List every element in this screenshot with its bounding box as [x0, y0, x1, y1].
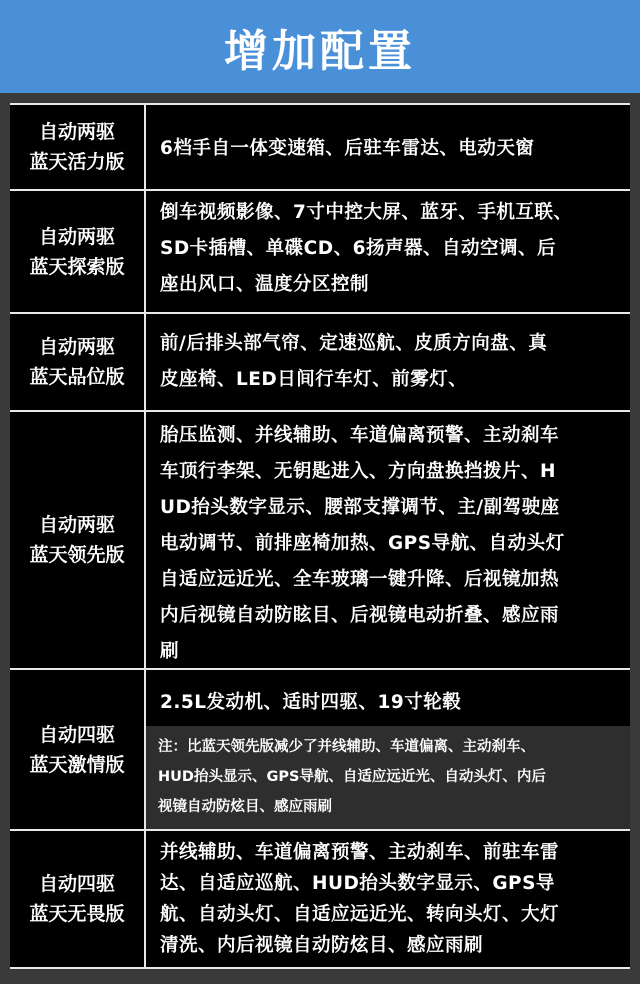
feature-list: 胎压监测、并线辅助、车道偏离预警、主动刹车 车顶行李架、无钥匙进入、方向盘换挡拨片、H UD抬头数字显示、腰部支撑调节、主/副驾驶座 电动调节、前排座椅加热、GPS导航、自动头灯 自适应远近光、全车玻璃一键升降、后视镜加热 内后视镜自动防眩目、后视镜电动折叠、感应雨 刷: [146, 412, 630, 668]
trim-label: [10, 831, 146, 967]
page-title: 增加配置: [224, 25, 416, 77]
trim-label: [10, 105, 146, 189]
table-row: [10, 410, 630, 668]
table-row: [10, 312, 630, 410]
feature-list: 倒车视频影像、7寸中控大屏、蓝牙、手机互联、 SD卡插槽、单碟CD、6扬声器、自动空调、后 座出风口、温度分区控制: [146, 191, 630, 312]
drive-type: 自动四驱: [38, 873, 115, 895]
table-row: [10, 829, 630, 969]
header-banner: [0, 0, 640, 93]
trim-name: 蓝天品位版: [29, 366, 125, 388]
feature-list: 前/后排头部气帘、定速巡航、皮质方向盘、真 皮座椅、LED日间行车灯、前雾灯、: [146, 314, 630, 410]
trim-label: [10, 191, 146, 312]
trim-name: 蓝天无畏版: [29, 903, 125, 925]
table-row: [10, 668, 630, 829]
feature-list: 2.5L发动机、适时四驱、19寸轮毂: [160, 692, 462, 713]
table-row: [10, 189, 630, 312]
trim-name: 蓝天领先版: [29, 544, 125, 566]
trim-label: [10, 412, 146, 668]
trim-name: 蓝天激情版: [29, 753, 125, 776]
feature-list: 并线辅助、车道偏离预警、主动刹车、前驻车雷 达、自适应巡航、HUD抬头数字显示、GPS导 航、自动头灯、自适应远近光、转向头灯、大灯 清洗、内后视镜自动防炫目、感应雨刷: [146, 831, 630, 967]
trim-name: 蓝天活力版: [29, 151, 125, 173]
drive-type: 自动两驱: [38, 225, 115, 248]
drive-type: 自动两驱: [38, 336, 115, 358]
feature-cell: [146, 670, 630, 829]
trim-label: [10, 670, 146, 829]
trim-label: [10, 314, 146, 410]
comparison-note: 注：比蓝天领先版减少了并线辅助、车道偏离、主动刹车、 HUD抬头显示、GPS导航、自适应远近光、自动头灯、内后 视镜自动防炫目、感应雨刷: [146, 726, 630, 829]
trim-name: 蓝天探索版: [29, 255, 125, 278]
drive-type: 自动两驱: [38, 121, 115, 143]
drive-type: 自动两驱: [38, 514, 115, 536]
feature-list: 6档手自一体变速箱、后驻车雷达、电动天窗: [146, 105, 630, 189]
drive-type: 自动四驱: [38, 723, 115, 746]
table-row: [10, 103, 630, 189]
